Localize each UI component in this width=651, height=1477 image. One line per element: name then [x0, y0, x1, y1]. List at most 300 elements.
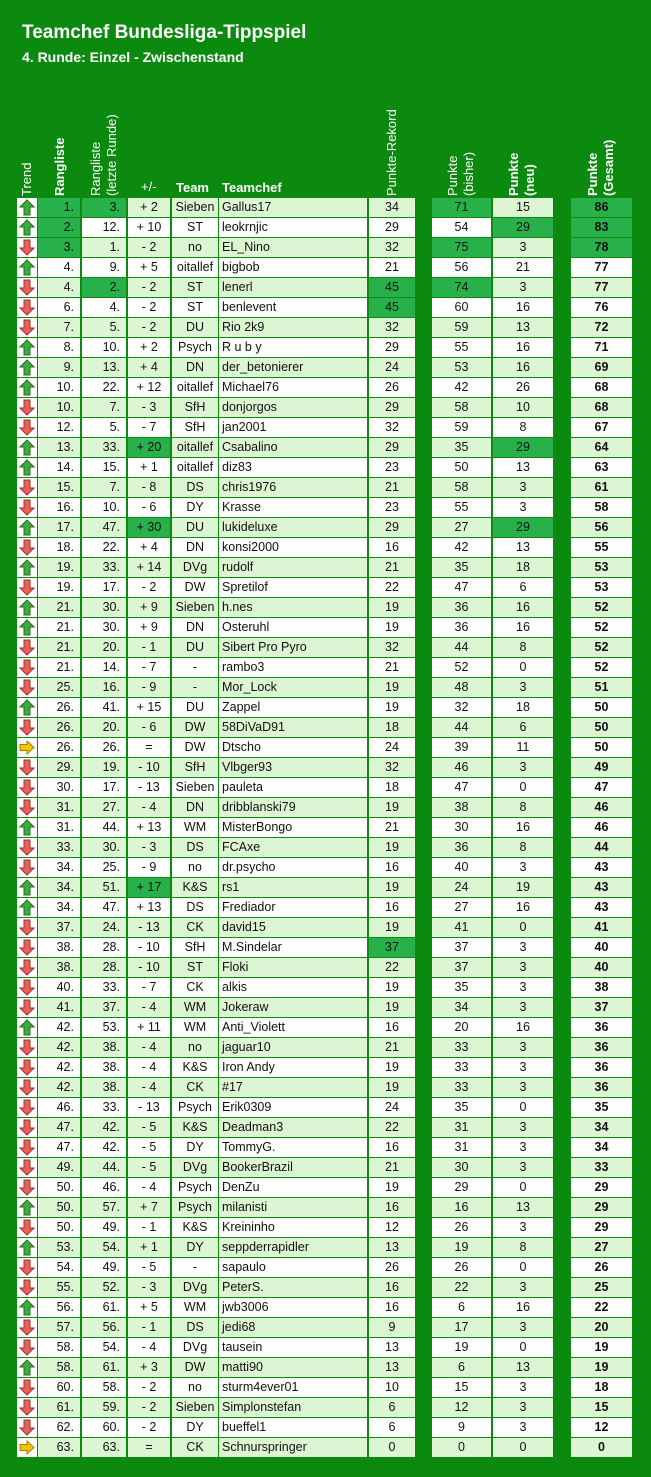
- rekord-cell: 21: [369, 818, 415, 837]
- team-cell: ST: [172, 958, 218, 977]
- team-cell: DN: [172, 538, 218, 557]
- diff-cell: + 2: [128, 338, 170, 357]
- gesamt-cell: 29: [571, 1178, 632, 1197]
- gesamt-cell: 49: [571, 758, 632, 777]
- bisher-cell: 33: [432, 1038, 491, 1057]
- table-row: [0, 418, 651, 438]
- prev-rank-cell: 9.: [82, 258, 126, 277]
- teamchef-cell: der_betonierer: [219, 358, 367, 377]
- bisher-cell: 12: [432, 1398, 491, 1417]
- team-cell: Sieben: [172, 198, 218, 217]
- gesamt-cell: 43: [571, 898, 632, 917]
- rank-cell: 12.: [38, 418, 80, 437]
- team-cell: SfH: [172, 418, 218, 437]
- prev-rank-cell: 49.: [82, 1218, 126, 1237]
- rekord-cell: 6: [369, 1418, 415, 1437]
- prev-rank-cell: 22.: [82, 538, 126, 557]
- rank-cell: 42.: [38, 1018, 80, 1037]
- teamchef-cell: jwb3006: [219, 1298, 367, 1317]
- gesamt-cell: 29: [571, 1218, 632, 1237]
- table-row: [0, 758, 651, 778]
- rekord-cell: 32: [369, 318, 415, 337]
- header-teamchef: Teamchef: [222, 180, 282, 195]
- bisher-cell: 38: [432, 798, 491, 817]
- table-row: [0, 858, 651, 878]
- rekord-cell: 24: [369, 358, 415, 377]
- bisher-cell: 15: [432, 1378, 491, 1397]
- table-row: [0, 1398, 651, 1418]
- rank-cell: 30.: [38, 778, 80, 797]
- table-row: [0, 1078, 651, 1098]
- rekord-cell: 16: [369, 1018, 415, 1037]
- rank-cell: 3.: [38, 238, 80, 257]
- team-cell: CK: [172, 1438, 218, 1457]
- trend-up-icon: [17, 1238, 37, 1257]
- table-row: [0, 818, 651, 838]
- table-row: [0, 1098, 651, 1118]
- teamchef-cell: dribblanski79: [219, 798, 367, 817]
- teamchef-cell: leokrnjic: [219, 218, 367, 237]
- header-bisher-2: (bisher): [461, 151, 476, 196]
- teamchef-cell: Kreininho: [219, 1218, 367, 1237]
- rekord-cell: 21: [369, 558, 415, 577]
- rekord-cell: 34: [369, 198, 415, 217]
- rank-cell: 13.: [38, 438, 80, 457]
- teamchef-cell: jan2001: [219, 418, 367, 437]
- rank-cell: 31.: [38, 818, 80, 837]
- teamchef-cell: sapaulo: [219, 1258, 367, 1277]
- prev-rank-cell: 20.: [82, 718, 126, 737]
- rank-cell: 16.: [38, 498, 80, 517]
- neu-cell: 3: [493, 998, 553, 1017]
- diff-cell: - 3: [128, 398, 170, 417]
- teamchef-cell: Iron Andy: [219, 1058, 367, 1077]
- diff-cell: + 5: [128, 1298, 170, 1317]
- prev-rank-cell: 33.: [82, 558, 126, 577]
- page-title: Teamchef Bundesliga-Tippspiel: [22, 22, 307, 43]
- prev-rank-cell: 37.: [82, 998, 126, 1017]
- gesamt-cell: 69: [571, 358, 632, 377]
- rank-cell: 47.: [38, 1118, 80, 1137]
- table-row: [0, 738, 651, 758]
- rank-cell: 58.: [38, 1338, 80, 1357]
- gesamt-cell: 33: [571, 1158, 632, 1177]
- bisher-cell: 42: [432, 378, 491, 397]
- neu-cell: 3: [493, 1218, 553, 1237]
- team-cell: ST: [172, 218, 218, 237]
- neu-cell: 3: [493, 498, 553, 517]
- team-cell: SfH: [172, 398, 218, 417]
- trend-up-icon: [17, 878, 37, 897]
- rank-cell: 29.: [38, 758, 80, 777]
- team-cell: DS: [172, 898, 218, 917]
- prev-rank-cell: 20.: [82, 638, 126, 657]
- trend-down-icon: [17, 1038, 37, 1057]
- prev-rank-cell: 28.: [82, 958, 126, 977]
- diff-cell: - 13: [128, 918, 170, 937]
- team-cell: Psych: [172, 1098, 218, 1117]
- rekord-cell: 13: [369, 1238, 415, 1257]
- rank-cell: 1.: [38, 198, 80, 217]
- bisher-cell: 41: [432, 918, 491, 937]
- prev-rank-cell: 5.: [82, 318, 126, 337]
- rank-cell: 42.: [38, 1078, 80, 1097]
- trend-down-icon: [17, 578, 37, 597]
- rekord-cell: 19: [369, 978, 415, 997]
- teamchef-cell: 58DiVaD91: [219, 718, 367, 737]
- rekord-cell: 16: [369, 1278, 415, 1297]
- prev-rank-cell: 54.: [82, 1238, 126, 1257]
- team-cell: Sieben: [172, 1398, 218, 1417]
- neu-cell: 8: [493, 418, 553, 437]
- rekord-cell: 16: [369, 1138, 415, 1157]
- diff-cell: + 20: [128, 438, 170, 457]
- gesamt-cell: 53: [571, 578, 632, 597]
- bisher-cell: 26: [432, 1218, 491, 1237]
- teamchef-cell: jedi68: [219, 1318, 367, 1337]
- trend-down-icon: [17, 1178, 37, 1197]
- teamchef-cell: Michael76: [219, 378, 367, 397]
- rekord-cell: 13: [369, 1358, 415, 1377]
- prev-rank-cell: 17.: [82, 578, 126, 597]
- header-diff: +/-: [141, 179, 157, 194]
- rank-cell: 62.: [38, 1418, 80, 1437]
- table-row: [0, 358, 651, 378]
- diff-cell: - 7: [128, 418, 170, 437]
- rank-cell: 4.: [38, 258, 80, 277]
- bisher-cell: 53: [432, 358, 491, 377]
- neu-cell: 3: [493, 1418, 553, 1437]
- trend-down-icon: [17, 658, 37, 677]
- gesamt-cell: 25: [571, 1278, 632, 1297]
- bisher-cell: 9: [432, 1418, 491, 1437]
- diff-cell: + 1: [128, 1238, 170, 1257]
- table-row: [0, 238, 651, 258]
- team-cell: DS: [172, 1318, 218, 1337]
- trend-down-icon: [17, 278, 37, 297]
- prev-rank-cell: 2.: [82, 278, 126, 297]
- diff-cell: + 5: [128, 258, 170, 277]
- gesamt-cell: 36: [571, 1018, 632, 1037]
- rekord-cell: 21: [369, 1158, 415, 1177]
- rank-cell: 4.: [38, 278, 80, 297]
- gesamt-cell: 41: [571, 918, 632, 937]
- trend-down-icon: [17, 718, 37, 737]
- diff-cell: + 10: [128, 218, 170, 237]
- teamchef-cell: R u b y: [219, 338, 367, 357]
- diff-cell: - 4: [128, 1178, 170, 1197]
- rekord-cell: 9: [369, 1318, 415, 1337]
- teamchef-cell: TommyG.: [219, 1138, 367, 1157]
- prev-rank-cell: 30.: [82, 618, 126, 637]
- neu-cell: 8: [493, 638, 553, 657]
- rank-cell: 46.: [38, 1098, 80, 1117]
- trend-down-icon: [17, 918, 37, 937]
- prev-rank-cell: 7.: [82, 398, 126, 417]
- diff-cell: =: [128, 1438, 170, 1457]
- diff-cell: =: [128, 738, 170, 757]
- table-row: [0, 958, 651, 978]
- table-row: [0, 878, 651, 898]
- team-cell: -: [172, 658, 218, 677]
- gesamt-cell: 77: [571, 258, 632, 277]
- team-cell: oitallef: [172, 458, 218, 477]
- bisher-cell: 59: [432, 318, 491, 337]
- rekord-cell: 16: [369, 538, 415, 557]
- neu-cell: 13: [493, 318, 553, 337]
- diff-cell: - 10: [128, 958, 170, 977]
- rekord-cell: 29: [369, 338, 415, 357]
- team-cell: DW: [172, 1358, 218, 1377]
- neu-cell: 16: [493, 598, 553, 617]
- bisher-cell: 24: [432, 878, 491, 897]
- header-neu-2: (neu): [522, 164, 537, 196]
- prev-rank-cell: 14.: [82, 658, 126, 677]
- team-cell: SfH: [172, 758, 218, 777]
- gesamt-cell: 12: [571, 1418, 632, 1437]
- teamchef-cell: Csabalino: [219, 438, 367, 457]
- trend-down-icon: [17, 398, 37, 417]
- trend-same-icon: [17, 738, 37, 757]
- neu-cell: 16: [493, 898, 553, 917]
- rank-cell: 63.: [38, 1438, 80, 1457]
- prev-rank-cell: 27.: [82, 798, 126, 817]
- teamchef-cell: konsi2000: [219, 538, 367, 557]
- neu-cell: 6: [493, 578, 553, 597]
- teamchef-cell: bueffel1: [219, 1418, 367, 1437]
- rekord-cell: 19: [369, 1178, 415, 1197]
- trend-down-icon: [17, 1058, 37, 1077]
- trend-down-icon: [17, 638, 37, 657]
- diff-cell: - 2: [128, 1418, 170, 1437]
- teamchef-cell: Spretilof: [219, 578, 367, 597]
- gesamt-cell: 40: [571, 958, 632, 977]
- prev-rank-cell: 52.: [82, 1278, 126, 1297]
- table-row: [0, 1278, 651, 1298]
- teamchef-cell: lenerl: [219, 278, 367, 297]
- trend-down-icon: [17, 1158, 37, 1177]
- bisher-cell: 19: [432, 1238, 491, 1257]
- gesamt-cell: 83: [571, 218, 632, 237]
- team-cell: DY: [172, 1138, 218, 1157]
- team-cell: DVg: [172, 1338, 218, 1357]
- rekord-cell: 32: [369, 238, 415, 257]
- trend-down-icon: [17, 678, 37, 697]
- teamchef-cell: Floki: [219, 958, 367, 977]
- prev-rank-cell: 15.: [82, 458, 126, 477]
- team-cell: DVg: [172, 1158, 218, 1177]
- teamchef-cell: jaguar10: [219, 1038, 367, 1057]
- bisher-cell: 35: [432, 978, 491, 997]
- prev-rank-cell: 1.: [82, 238, 126, 257]
- neu-cell: 0: [493, 778, 553, 797]
- bisher-cell: 59: [432, 418, 491, 437]
- rekord-cell: 19: [369, 998, 415, 1017]
- gesamt-cell: 15: [571, 1398, 632, 1417]
- table-row: [0, 798, 651, 818]
- header-rangliste-last-1: Rangliste: [88, 141, 103, 196]
- rekord-cell: 29: [369, 398, 415, 417]
- trend-up-icon: [17, 1018, 37, 1037]
- rank-cell: 53.: [38, 1238, 80, 1257]
- team-cell: CK: [172, 918, 218, 937]
- gesamt-cell: 61: [571, 478, 632, 497]
- teamchef-cell: Simplonstefan: [219, 1398, 367, 1417]
- gesamt-cell: 68: [571, 378, 632, 397]
- rank-cell: 21.: [38, 618, 80, 637]
- trend-down-icon: [17, 1218, 37, 1237]
- bisher-cell: 27: [432, 518, 491, 537]
- prev-rank-cell: 3.: [82, 198, 126, 217]
- prev-rank-cell: 5.: [82, 418, 126, 437]
- header-rangliste: Rangliste: [52, 137, 67, 196]
- team-cell: DU: [172, 698, 218, 717]
- table-row: [0, 578, 651, 598]
- rekord-cell: 19: [369, 798, 415, 817]
- rank-cell: 49.: [38, 1158, 80, 1177]
- neu-cell: 18: [493, 698, 553, 717]
- gesamt-cell: 46: [571, 818, 632, 837]
- gesamt-cell: 18: [571, 1378, 632, 1397]
- team-cell: CK: [172, 978, 218, 997]
- prev-rank-cell: 60.: [82, 1418, 126, 1437]
- trend-down-icon: [17, 1278, 37, 1297]
- table-row: [0, 278, 651, 298]
- rank-cell: 26.: [38, 718, 80, 737]
- team-cell: DW: [172, 718, 218, 737]
- table-row: [0, 1238, 651, 1258]
- diff-cell: + 3: [128, 1358, 170, 1377]
- table-row: [0, 1358, 651, 1378]
- prev-rank-cell: 38.: [82, 1038, 126, 1057]
- neu-cell: 3: [493, 478, 553, 497]
- teamchef-cell: lukideluxe: [219, 518, 367, 537]
- teamchef-cell: benlevent: [219, 298, 367, 317]
- neu-cell: 3: [493, 1398, 553, 1417]
- neu-cell: 11: [493, 738, 553, 757]
- teamchef-cell: rambo3: [219, 658, 367, 677]
- prev-rank-cell: 53.: [82, 1018, 126, 1037]
- rank-cell: 37.: [38, 918, 80, 937]
- prev-rank-cell: 12.: [82, 218, 126, 237]
- diff-cell: - 9: [128, 678, 170, 697]
- diff-cell: + 13: [128, 818, 170, 837]
- prev-rank-cell: 44.: [82, 818, 126, 837]
- team-cell: no: [172, 858, 218, 877]
- table-row: [0, 1258, 651, 1278]
- neu-cell: 16: [493, 1018, 553, 1037]
- table-row: [0, 318, 651, 338]
- diff-cell: + 9: [128, 598, 170, 617]
- rekord-cell: 18: [369, 718, 415, 737]
- team-cell: DS: [172, 478, 218, 497]
- rekord-cell: 24: [369, 1098, 415, 1117]
- diff-cell: - 2: [128, 1398, 170, 1417]
- header-rekord: Punkte-Rekord: [384, 109, 399, 196]
- rekord-cell: 21: [369, 1038, 415, 1057]
- team-cell: SfH: [172, 938, 218, 957]
- neu-cell: 8: [493, 1238, 553, 1257]
- table-row: [0, 938, 651, 958]
- rekord-cell: 23: [369, 498, 415, 517]
- header-team: Team: [176, 180, 209, 195]
- team-cell: DY: [172, 1418, 218, 1437]
- prev-rank-cell: 19.: [82, 758, 126, 777]
- trend-down-icon: [17, 298, 37, 317]
- neu-cell: 15: [493, 198, 553, 217]
- gesamt-cell: 43: [571, 878, 632, 897]
- neu-cell: 26: [493, 378, 553, 397]
- teamchef-cell: bigbob: [219, 258, 367, 277]
- team-cell: K&S: [172, 1218, 218, 1237]
- bisher-cell: 52: [432, 658, 491, 677]
- teamchef-cell: rs1: [219, 878, 367, 897]
- prev-rank-cell: 38.: [82, 1078, 126, 1097]
- teamchef-cell: Gallus17: [219, 198, 367, 217]
- teamchef-cell: chris1976: [219, 478, 367, 497]
- prev-rank-cell: 63.: [82, 1438, 126, 1457]
- gesamt-cell: 50: [571, 718, 632, 737]
- team-cell: oitallef: [172, 378, 218, 397]
- table-row: [0, 1118, 651, 1138]
- rekord-cell: 22: [369, 1118, 415, 1137]
- rank-cell: 8.: [38, 338, 80, 357]
- rank-cell: 14.: [38, 458, 80, 477]
- neu-cell: 3: [493, 238, 553, 257]
- table-row: [0, 1038, 651, 1058]
- rank-cell: 38.: [38, 938, 80, 957]
- gesamt-cell: 47: [571, 778, 632, 797]
- bisher-cell: 48: [432, 678, 491, 697]
- rekord-cell: 16: [369, 858, 415, 877]
- trend-down-icon: [17, 1398, 37, 1417]
- bisher-cell: 37: [432, 938, 491, 957]
- trend-up-icon: [17, 198, 37, 217]
- trend-down-icon: [17, 318, 37, 337]
- prev-rank-cell: 58.: [82, 1378, 126, 1397]
- table-row: [0, 558, 651, 578]
- team-cell: -: [172, 1258, 218, 1277]
- bisher-cell: 47: [432, 778, 491, 797]
- rekord-cell: 18: [369, 778, 415, 797]
- bisher-cell: 17: [432, 1318, 491, 1337]
- rank-cell: 17.: [38, 518, 80, 537]
- bisher-cell: 26: [432, 1258, 491, 1277]
- rekord-cell: 16: [369, 898, 415, 917]
- diff-cell: - 4: [128, 1038, 170, 1057]
- bisher-cell: 47: [432, 578, 491, 597]
- rank-cell: 10.: [38, 378, 80, 397]
- rekord-cell: 19: [369, 918, 415, 937]
- diff-cell: - 4: [128, 998, 170, 1017]
- team-cell: K&S: [172, 1058, 218, 1077]
- neu-cell: 16: [493, 358, 553, 377]
- team-cell: WM: [172, 1298, 218, 1317]
- bisher-cell: 32: [432, 698, 491, 717]
- diff-cell: + 4: [128, 538, 170, 557]
- diff-cell: - 7: [128, 658, 170, 677]
- teamchef-cell: Erik0309: [219, 1098, 367, 1117]
- gesamt-cell: 20: [571, 1318, 632, 1337]
- rekord-cell: 26: [369, 1258, 415, 1277]
- bisher-cell: 20: [432, 1018, 491, 1037]
- team-cell: Sieben: [172, 778, 218, 797]
- prev-rank-cell: 42.: [82, 1138, 126, 1157]
- rank-cell: 50.: [38, 1178, 80, 1197]
- rank-cell: 34.: [38, 858, 80, 877]
- trend-up-icon: [17, 1198, 37, 1217]
- teamchef-cell: Dtscho: [219, 738, 367, 757]
